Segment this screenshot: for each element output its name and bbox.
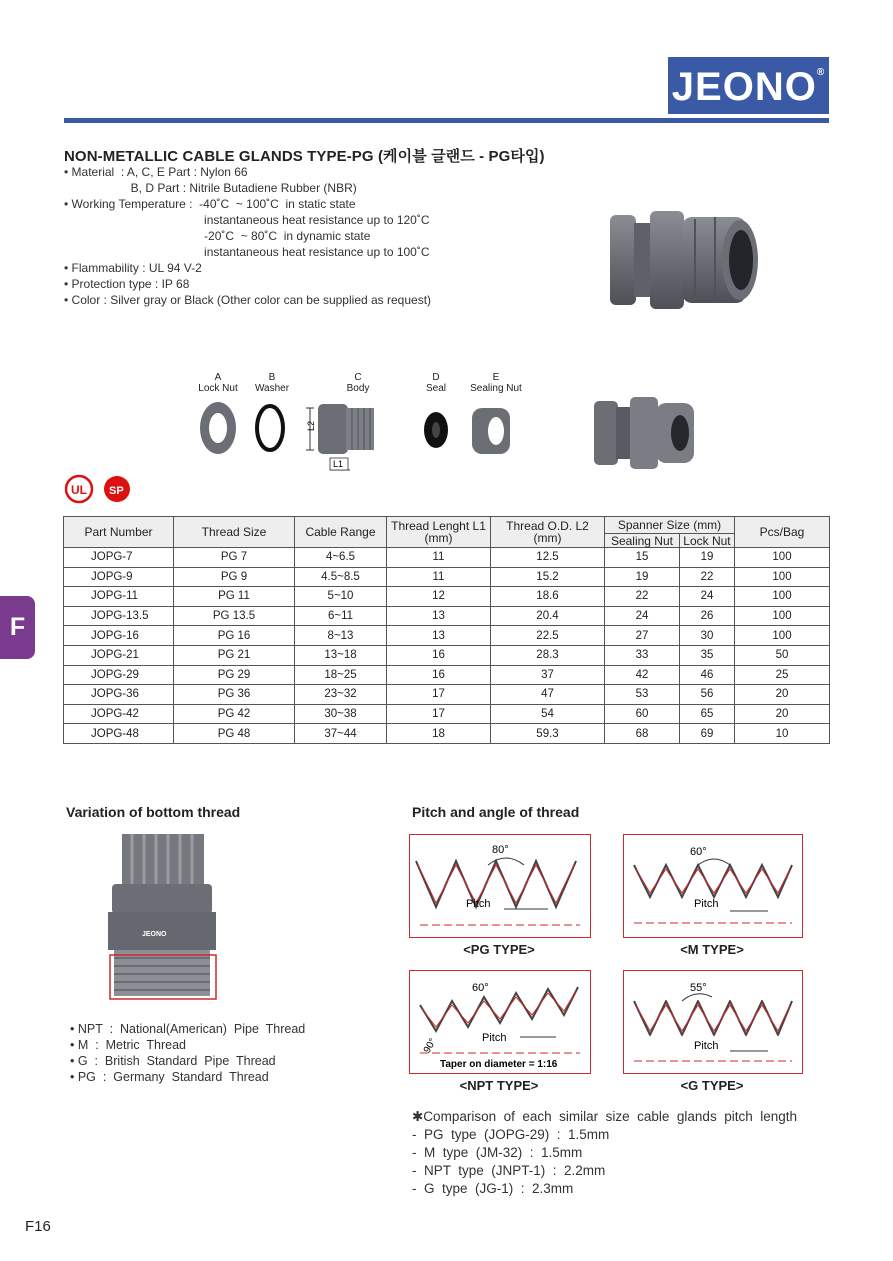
table-cell: 28.3 xyxy=(491,645,605,665)
m-angle-label: 60° xyxy=(690,846,707,858)
npt-pitch-label: Pitch xyxy=(482,1032,507,1044)
pitch-comparison xyxy=(412,1108,797,1198)
thread-note: • G : British Standard Pipe Thread xyxy=(70,1054,276,1068)
table-cell: 25 xyxy=(735,665,830,685)
table-cell: 10 xyxy=(735,724,830,744)
variation-title: Variation of bottom thread xyxy=(66,804,241,820)
part-letter: D xyxy=(432,372,440,383)
bottom-thread-photo xyxy=(100,828,225,1003)
comparison-line: ✱Comparison of each similar size cable glands pitch length xyxy=(412,1109,797,1124)
table-row xyxy=(64,626,830,646)
header-thread-size: Thread Size xyxy=(174,517,295,548)
g-type-caption: <G TYPE> xyxy=(680,1078,744,1093)
table-cell: 24 xyxy=(679,587,734,607)
spec-table xyxy=(63,516,830,744)
table-cell: JOPG-36 xyxy=(64,685,174,705)
npt-angle-label: 60° xyxy=(472,982,489,994)
parts-drawing xyxy=(190,398,530,488)
table-cell: 33 xyxy=(605,645,680,665)
spec-line: B, D Part : Nitrile Butadiene Rubber (NBR) xyxy=(64,181,357,195)
comparison-line: - G type (JG-1) : 2.3mm xyxy=(412,1181,574,1196)
table-row xyxy=(64,567,830,587)
table-cell: JOPG-21 xyxy=(64,645,174,665)
table-cell: 13~18 xyxy=(295,645,387,665)
table-cell: 27 xyxy=(605,626,680,646)
table-cell: 20 xyxy=(735,685,830,705)
m-type-caption: <M TYPE> xyxy=(680,942,744,957)
table-cell: 22 xyxy=(605,587,680,607)
table-cell: 18 xyxy=(387,724,491,744)
table-cell: 22 xyxy=(679,567,734,587)
table-cell: 22.5 xyxy=(491,626,605,646)
table-row xyxy=(64,685,830,705)
page-number: F16 xyxy=(25,1218,51,1235)
part-name: Sealing Nut xyxy=(470,383,522,394)
part-name: Body xyxy=(346,383,370,394)
table-cell: 5~10 xyxy=(295,587,387,607)
table-cell: 56 xyxy=(679,685,734,705)
table-cell: 26 xyxy=(679,606,734,626)
header-thread-od: Thread O.D. L2 (mm) xyxy=(491,517,605,548)
table-cell: JOPG-48 xyxy=(64,724,174,744)
part-label-d xyxy=(414,372,458,394)
npt-type-caption: <NPT TYPE> xyxy=(459,1078,539,1093)
npt-side-angle-label: 90° xyxy=(421,1036,439,1056)
logo-text: JEONO xyxy=(671,65,817,109)
table-cell: PG 9 xyxy=(174,567,295,587)
body-mark-text: JEONO xyxy=(142,931,167,938)
pg-type-caption: <PG TYPE> xyxy=(463,942,535,957)
table-row xyxy=(64,645,830,665)
table-cell: 100 xyxy=(735,548,830,568)
table-cell: 20.4 xyxy=(491,606,605,626)
thread-note: • M : Metric Thread xyxy=(70,1038,186,1052)
part-name: Washer xyxy=(254,383,290,394)
table-cell: 30~38 xyxy=(295,704,387,724)
table-cell: 6~11 xyxy=(295,606,387,626)
part-name: Seal xyxy=(425,383,446,394)
table-cell: 15 xyxy=(605,548,680,568)
comparison-line: - NPT type (JNPT-1) : 2.2mm xyxy=(412,1163,606,1178)
parts-diagram xyxy=(190,368,530,488)
part-label-b xyxy=(250,372,294,394)
table-cell: 15.2 xyxy=(491,567,605,587)
section-tab: F xyxy=(0,596,35,659)
table-cell: 13 xyxy=(387,606,491,626)
header-cable-range: Cable Range xyxy=(295,517,387,548)
part-label-e xyxy=(466,372,526,394)
table-row xyxy=(64,665,830,685)
registered-mark: ® xyxy=(816,67,826,78)
assembled-gland xyxy=(590,395,700,471)
table-cell: 50 xyxy=(735,645,830,665)
part-label-c xyxy=(336,372,380,394)
table-cell: 54 xyxy=(491,704,605,724)
table-cell: PG 21 xyxy=(174,645,295,665)
table-cell: 60 xyxy=(605,704,680,724)
table-cell: 17 xyxy=(387,704,491,724)
header-spanner-size: Spanner Size (mm) xyxy=(605,517,735,534)
part-letter: A xyxy=(214,372,222,383)
thread-note: • NPT : National(American) Pipe Thread xyxy=(70,1022,306,1036)
table-cell: 19 xyxy=(679,548,734,568)
table-cell: 12.5 xyxy=(491,548,605,568)
table-cell: PG 13.5 xyxy=(174,606,295,626)
product-photo xyxy=(600,205,770,315)
csa-mark-text: SP xyxy=(109,485,124,497)
table-row xyxy=(64,587,830,607)
table-cell: PG 29 xyxy=(174,665,295,685)
table-cell: 35 xyxy=(679,645,734,665)
table-row xyxy=(64,704,830,724)
table-cell: 42 xyxy=(605,665,680,685)
part-letter: B xyxy=(268,372,276,383)
table-cell: PG 16 xyxy=(174,626,295,646)
table-cell: JOPG-13.5 xyxy=(64,606,174,626)
header-divider xyxy=(64,118,829,123)
table-cell: JOPG-29 xyxy=(64,665,174,685)
table-cell: 37 xyxy=(491,665,605,685)
table-cell: 11 xyxy=(387,548,491,568)
table-row xyxy=(64,724,830,744)
header-thread-length: Thread Lenght L1 (mm) xyxy=(387,517,491,548)
table-cell: 100 xyxy=(735,626,830,646)
table-cell: JOPG-16 xyxy=(64,626,174,646)
part-label-a xyxy=(196,372,240,394)
m-type-box xyxy=(623,834,803,938)
table-cell: 37~44 xyxy=(295,724,387,744)
part-letter: E xyxy=(492,372,500,383)
table-cell: 4~6.5 xyxy=(295,548,387,568)
part-letter: C xyxy=(354,372,362,383)
table-cell: 20 xyxy=(735,704,830,724)
table-cell: PG 7 xyxy=(174,548,295,568)
table-cell: PG 11 xyxy=(174,587,295,607)
table-cell: JOPG-7 xyxy=(64,548,174,568)
table-cell: PG 42 xyxy=(174,704,295,724)
table-cell: 59.3 xyxy=(491,724,605,744)
spec-line: -20˚C ~ 80˚C in dynamic state xyxy=(64,229,371,243)
thread-notes xyxy=(70,1021,305,1085)
pg-type-box xyxy=(409,834,591,938)
g-type-box xyxy=(623,970,803,1074)
table-cell: 19 xyxy=(605,567,680,587)
m-pitch-label: Pitch xyxy=(694,898,719,910)
comparison-line: - M type (JM-32) : 1.5mm xyxy=(412,1145,583,1160)
part-name: Lock Nut xyxy=(198,383,238,394)
table-cell: 68 xyxy=(605,724,680,744)
table-cell: 16 xyxy=(387,665,491,685)
table-cell: 65 xyxy=(679,704,734,724)
spec-line: • Flammability : UL 94 V-2 xyxy=(64,261,202,275)
spec-line: • Working Temperature : -40˚C ~ 100˚C in static state xyxy=(64,197,356,211)
table-cell: 53 xyxy=(605,685,680,705)
g-angle-label: 55° xyxy=(690,982,707,994)
table-cell: 24 xyxy=(605,606,680,626)
ul-mark-text: UL xyxy=(71,483,87,497)
table-cell: 13 xyxy=(387,626,491,646)
comparison-line: - PG type (JOPG-29) : 1.5mm xyxy=(412,1127,610,1142)
table-cell: JOPG-9 xyxy=(64,567,174,587)
table-cell: 23~32 xyxy=(295,685,387,705)
table-cell: 12 xyxy=(387,587,491,607)
table-cell: 8~13 xyxy=(295,626,387,646)
table-cell: 4.5~8.5 xyxy=(295,567,387,587)
pg-angle-label: 80° xyxy=(492,844,509,856)
thread-note: • PG : Germany Standard Thread xyxy=(70,1070,269,1084)
dim-l1-label: L1 xyxy=(333,459,344,469)
spec-line: • Protection type : IP 68 xyxy=(64,277,190,291)
table-cell: 11 xyxy=(387,567,491,587)
table-cell: JOPG-42 xyxy=(64,704,174,724)
cert-logos xyxy=(63,472,135,506)
table-cell: PG 48 xyxy=(174,724,295,744)
header-part-number: Part Number xyxy=(64,517,174,548)
spec-list xyxy=(64,164,431,308)
header-sealing-nut: Sealing Nut xyxy=(605,534,680,548)
npt-type-box xyxy=(409,970,591,1074)
table-cell: 18~25 xyxy=(295,665,387,685)
dim-l2-label: L2 xyxy=(306,420,316,431)
pitch-title: Pitch and angle of thread xyxy=(412,804,580,820)
npt-taper-label: Taper on diameter = 1:16 xyxy=(440,1059,558,1070)
spec-line: • Material : A, C, E Part : Nylon 66 xyxy=(64,165,248,179)
table-cell: 69 xyxy=(679,724,734,744)
table-cell: 100 xyxy=(735,587,830,607)
table-cell: 47 xyxy=(491,685,605,705)
spec-line: instantaneous heat resistance up to 120˚C xyxy=(64,213,430,227)
pg-pitch-label: Pitch xyxy=(466,898,491,910)
table-row xyxy=(64,606,830,626)
page-title: NON-METALLIC CABLE GLANDS TYPE-PG (케이블 글랜드 - PG타입) xyxy=(64,148,545,165)
table-cell: PG 36 xyxy=(174,685,295,705)
table-cell: 16 xyxy=(387,645,491,665)
header-pcs-bag: Pcs/Bag xyxy=(735,517,830,548)
table-cell: 18.6 xyxy=(491,587,605,607)
header-lock-nut: Lock Nut xyxy=(679,534,734,548)
table-cell: 100 xyxy=(735,606,830,626)
brand-logo xyxy=(668,57,829,114)
spec-line: instantaneous heat resistance up to 100˚C xyxy=(64,245,430,259)
spec-line: • Color : Silver gray or Black (Other color can be supplied as request) xyxy=(64,293,432,307)
table-cell: 100 xyxy=(735,567,830,587)
table-cell: 17 xyxy=(387,685,491,705)
table-row xyxy=(64,548,830,568)
table-cell: 30 xyxy=(679,626,734,646)
table-cell: JOPG-11 xyxy=(64,587,174,607)
g-pitch-label: Pitch xyxy=(694,1040,719,1052)
table-cell: 46 xyxy=(679,665,734,685)
